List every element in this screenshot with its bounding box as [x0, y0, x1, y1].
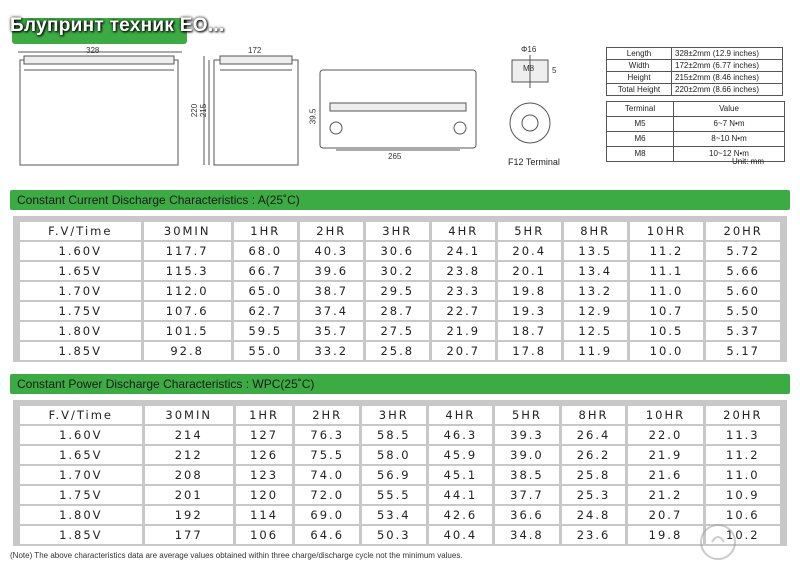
dimensions-panel — [0, 0, 800, 185]
column-header: 4HR — [429, 406, 493, 424]
listing-title: Блупринт техник ЕО... — [10, 15, 225, 36]
current-table-title: Constant Current Discharge Characteristics : A(25˚C) — [10, 190, 790, 210]
value-cell: 22.0 — [628, 426, 702, 444]
side-view-drawing — [204, 56, 298, 165]
value-cell: 37.7 — [495, 486, 559, 504]
spec-row — [607, 48, 783, 60]
terminal-header-row — [607, 102, 785, 117]
value-cell: 19.8 — [498, 282, 561, 300]
voltage-cell: 1.85V — [20, 526, 142, 544]
value-cell: 25.8 — [562, 466, 626, 484]
value-cell: 30.2 — [366, 262, 429, 280]
voltage-cell: 1.65V — [20, 446, 142, 464]
value-cell: 59.5 — [234, 322, 297, 340]
spec-value: 328±2mm (12.9 inches) — [672, 48, 783, 60]
spec-value: 172±2mm (6.77 inches) — [672, 60, 783, 72]
power-table-frame — [13, 400, 787, 546]
terminal-torque-table — [606, 101, 785, 162]
value-cell: 37.4 — [300, 302, 363, 320]
voltage-cell: 1.85V — [20, 342, 141, 360]
value-cell: 72.0 — [295, 486, 359, 504]
bazar-watermark — [688, 518, 798, 568]
table-row — [20, 526, 780, 544]
value-cell: 53.4 — [362, 506, 426, 524]
terminal-header-key: Terminal — [607, 102, 674, 117]
table-row — [20, 282, 780, 300]
value-cell: 5.72 — [706, 242, 780, 260]
column-header: 5HR — [495, 406, 559, 424]
terminal-type-label: F12 Terminal — [508, 157, 560, 167]
value-cell: 29.5 — [366, 282, 429, 300]
value-cell: 22.7 — [432, 302, 495, 320]
value-cell: 23.6 — [562, 526, 626, 544]
value-cell: 39.0 — [495, 446, 559, 464]
terminal-key: M5 — [607, 117, 674, 132]
front-height-total-label: 220 — [190, 103, 200, 118]
column-header: 30MIN — [144, 222, 231, 240]
table-row — [20, 486, 780, 504]
value-cell: 10.0 — [630, 342, 704, 360]
value-cell: 23.3 — [432, 282, 495, 300]
value-cell: 30.6 — [366, 242, 429, 260]
value-cell: 12.9 — [564, 302, 627, 320]
value-cell: 5.50 — [706, 302, 780, 320]
column-header: 1HR — [234, 222, 297, 240]
terminal-diameter-label: Φ16 — [521, 45, 537, 54]
value-cell: 45.9 — [429, 446, 493, 464]
value-cell: 39.3 — [495, 426, 559, 444]
column-header: 2HR — [295, 406, 359, 424]
column-header: 2HR — [300, 222, 363, 240]
value-cell: 38.5 — [495, 466, 559, 484]
value-cell: 58.5 — [362, 426, 426, 444]
value-cell: 20.1 — [498, 262, 561, 280]
value-cell: 58.0 — [362, 446, 426, 464]
spec-row — [607, 60, 783, 72]
spec-value: 215±2mm (8.46 inches) — [672, 72, 783, 84]
value-cell: 21.9 — [628, 446, 702, 464]
value-cell: 21.6 — [628, 466, 702, 484]
value-cell: 39.6 — [300, 262, 363, 280]
value-cell: 75.5 — [295, 446, 359, 464]
spec-key: Height — [607, 72, 672, 84]
value-cell: 192 — [145, 506, 233, 524]
table-row — [20, 302, 780, 320]
value-cell: 117.7 — [144, 242, 231, 260]
column-header: F.V/Time — [20, 222, 141, 240]
table-row — [20, 466, 780, 484]
value-cell: 27.5 — [366, 322, 429, 340]
column-header: F.V/Time — [20, 406, 142, 424]
column-header: 3HR — [362, 406, 426, 424]
power-discharge-table — [17, 404, 783, 546]
value-cell: 115.3 — [144, 262, 231, 280]
value-cell: 76.3 — [295, 426, 359, 444]
value-cell: 126 — [236, 446, 293, 464]
voltage-cell: 1.60V — [20, 426, 142, 444]
spec-key: Length — [607, 48, 672, 60]
value-cell: 208 — [145, 466, 233, 484]
value-cell: 13.2 — [564, 282, 627, 300]
value-cell: 112.0 — [144, 282, 231, 300]
value-cell: 45.1 — [429, 466, 493, 484]
value-cell: 5.17 — [706, 342, 780, 360]
spec-value: 220±2mm (8.66 inches) — [672, 84, 783, 96]
value-cell: 56.9 — [362, 466, 426, 484]
value-cell: 201 — [145, 486, 233, 504]
value-cell: 24.8 — [562, 506, 626, 524]
column-header: 4HR — [432, 222, 495, 240]
terminal-thread-label: M8 — [523, 64, 535, 73]
column-header: 10HR — [628, 406, 702, 424]
value-cell: 18.7 — [498, 322, 561, 340]
value-cell: 13.5 — [564, 242, 627, 260]
terminal-row — [607, 117, 785, 132]
value-cell: 25.3 — [562, 486, 626, 504]
terminal-value: 10~12 N•m — [674, 147, 785, 162]
value-cell: 46.3 — [429, 426, 493, 444]
current-table-frame — [13, 216, 787, 362]
value-cell: 120 — [236, 486, 293, 504]
value-cell: 17.8 — [498, 342, 561, 360]
value-cell: 62.7 — [234, 302, 297, 320]
value-cell: 12.5 — [564, 322, 627, 340]
value-cell: 11.9 — [564, 342, 627, 360]
value-cell: 20.7 — [432, 342, 495, 360]
value-cell: 11.0 — [706, 466, 780, 484]
front-height-case-label: 215 — [199, 103, 209, 118]
value-cell: 212 — [145, 446, 233, 464]
column-header: 30MIN — [145, 406, 233, 424]
value-cell: 11.2 — [630, 242, 704, 260]
voltage-cell: 1.70V — [20, 466, 142, 484]
column-header: 1HR — [236, 406, 293, 424]
value-cell: 10.7 — [630, 302, 704, 320]
value-cell: 107.6 — [144, 302, 231, 320]
power-table-title: Constant Power Discharge Characteristics : WPC(25˚C) — [10, 374, 790, 394]
value-cell: 5.60 — [706, 282, 780, 300]
value-cell: 36.6 — [495, 506, 559, 524]
terminal-row — [607, 132, 785, 147]
value-cell: 177 — [145, 526, 233, 544]
value-cell: 55.0 — [234, 342, 297, 360]
terminal-height-label: 39.5 — [308, 108, 318, 125]
table-header-row — [20, 406, 780, 424]
value-cell: 114 — [236, 506, 293, 524]
table-header-row — [20, 222, 780, 240]
column-header: 8HR — [564, 222, 627, 240]
value-cell: 74.0 — [295, 466, 359, 484]
value-cell: 20.7 — [628, 506, 702, 524]
voltage-cell: 1.60V — [20, 242, 141, 260]
value-cell: 21.2 — [628, 486, 702, 504]
value-cell: 64.6 — [295, 526, 359, 544]
value-cell: 24.1 — [432, 242, 495, 260]
value-cell: 34.8 — [495, 526, 559, 544]
terminal-value: 8~10 N•m — [674, 132, 785, 147]
value-cell: 44.1 — [429, 486, 493, 504]
column-header: 8HR — [562, 406, 626, 424]
value-cell: 214 — [145, 426, 233, 444]
value-cell: 13.4 — [564, 262, 627, 280]
value-cell: 5.66 — [706, 262, 780, 280]
table-row — [20, 342, 780, 360]
value-cell: 25.8 — [366, 342, 429, 360]
terminal-value: 6~7 N•m — [674, 117, 785, 132]
voltage-cell: 1.65V — [20, 262, 141, 280]
terminal-key: M8 — [607, 147, 674, 162]
value-cell: 69.0 — [295, 506, 359, 524]
top-view-drawing — [320, 70, 476, 150]
voltage-cell: 1.75V — [20, 302, 141, 320]
value-cell: 26.4 — [562, 426, 626, 444]
value-cell: 20.4 — [498, 242, 561, 260]
terminal-header-value: Value — [674, 102, 785, 117]
spec-key: Width — [607, 60, 672, 72]
value-cell: 38.7 — [300, 282, 363, 300]
table-row — [20, 262, 780, 280]
spec-row — [607, 72, 783, 84]
unit-note: Unit: mm — [732, 157, 764, 166]
value-cell: 106 — [236, 526, 293, 544]
value-cell: 10.9 — [706, 486, 780, 504]
value-cell: 68.0 — [234, 242, 297, 260]
value-cell: 19.8 — [628, 526, 702, 544]
footnote: (Note) The above characteristics data are average values obtained within three charge/discharge cycle not the minimum values. — [10, 551, 463, 560]
column-header: 3HR — [366, 222, 429, 240]
table-row — [20, 322, 780, 340]
value-cell: 127 — [236, 426, 293, 444]
value-cell: 19.3 — [498, 302, 561, 320]
value-cell: 11.1 — [630, 262, 704, 280]
table-row — [20, 506, 780, 524]
value-cell: 40.3 — [300, 242, 363, 260]
value-cell: 11.2 — [706, 446, 780, 464]
value-cell: 92.8 — [144, 342, 231, 360]
voltage-cell: 1.70V — [20, 282, 141, 300]
value-cell: 5.37 — [706, 322, 780, 340]
value-cell: 65.0 — [234, 282, 297, 300]
voltage-cell: 1.80V — [20, 322, 141, 340]
value-cell: 28.7 — [366, 302, 429, 320]
terminal-depth-label: 5 — [552, 66, 557, 75]
value-cell: 50.3 — [362, 526, 426, 544]
voltage-cell: 1.75V — [20, 486, 142, 504]
value-cell: 35.7 — [300, 322, 363, 340]
value-cell: 11.3 — [706, 426, 780, 444]
value-cell: 123 — [236, 466, 293, 484]
value-cell: 40.4 — [429, 526, 493, 544]
column-header: 5HR — [498, 222, 561, 240]
value-cell: 26.2 — [562, 446, 626, 464]
terminal-spacing-label: 265 — [388, 152, 402, 161]
voltage-cell: 1.80V — [20, 506, 142, 524]
value-cell: 66.7 — [234, 262, 297, 280]
table-row — [20, 426, 780, 444]
spec-table — [606, 47, 783, 96]
front-view-drawing — [18, 52, 182, 165]
spec-row — [607, 84, 783, 96]
value-cell: 10.2 — [706, 526, 780, 544]
value-cell: 21.9 — [432, 322, 495, 340]
value-cell: 33.2 — [300, 342, 363, 360]
side-width-label: 172 — [248, 46, 262, 55]
value-cell: 10.5 — [630, 322, 704, 340]
value-cell: 42.6 — [429, 506, 493, 524]
column-header: 10HR — [630, 222, 704, 240]
current-discharge-table — [17, 220, 783, 362]
column-header: 20HR — [706, 222, 780, 240]
value-cell: 55.5 — [362, 486, 426, 504]
terminal-key: M6 — [607, 132, 674, 147]
value-cell: 101.5 — [144, 322, 231, 340]
spec-key: Total Height — [607, 84, 672, 96]
value-cell: 11.0 — [630, 282, 704, 300]
column-header: 20HR — [706, 406, 780, 424]
table-row — [20, 242, 780, 260]
table-row — [20, 446, 780, 464]
value-cell: 23.8 — [432, 262, 495, 280]
front-width-label: 328 — [86, 46, 100, 55]
value-cell: 10.6 — [706, 506, 780, 524]
